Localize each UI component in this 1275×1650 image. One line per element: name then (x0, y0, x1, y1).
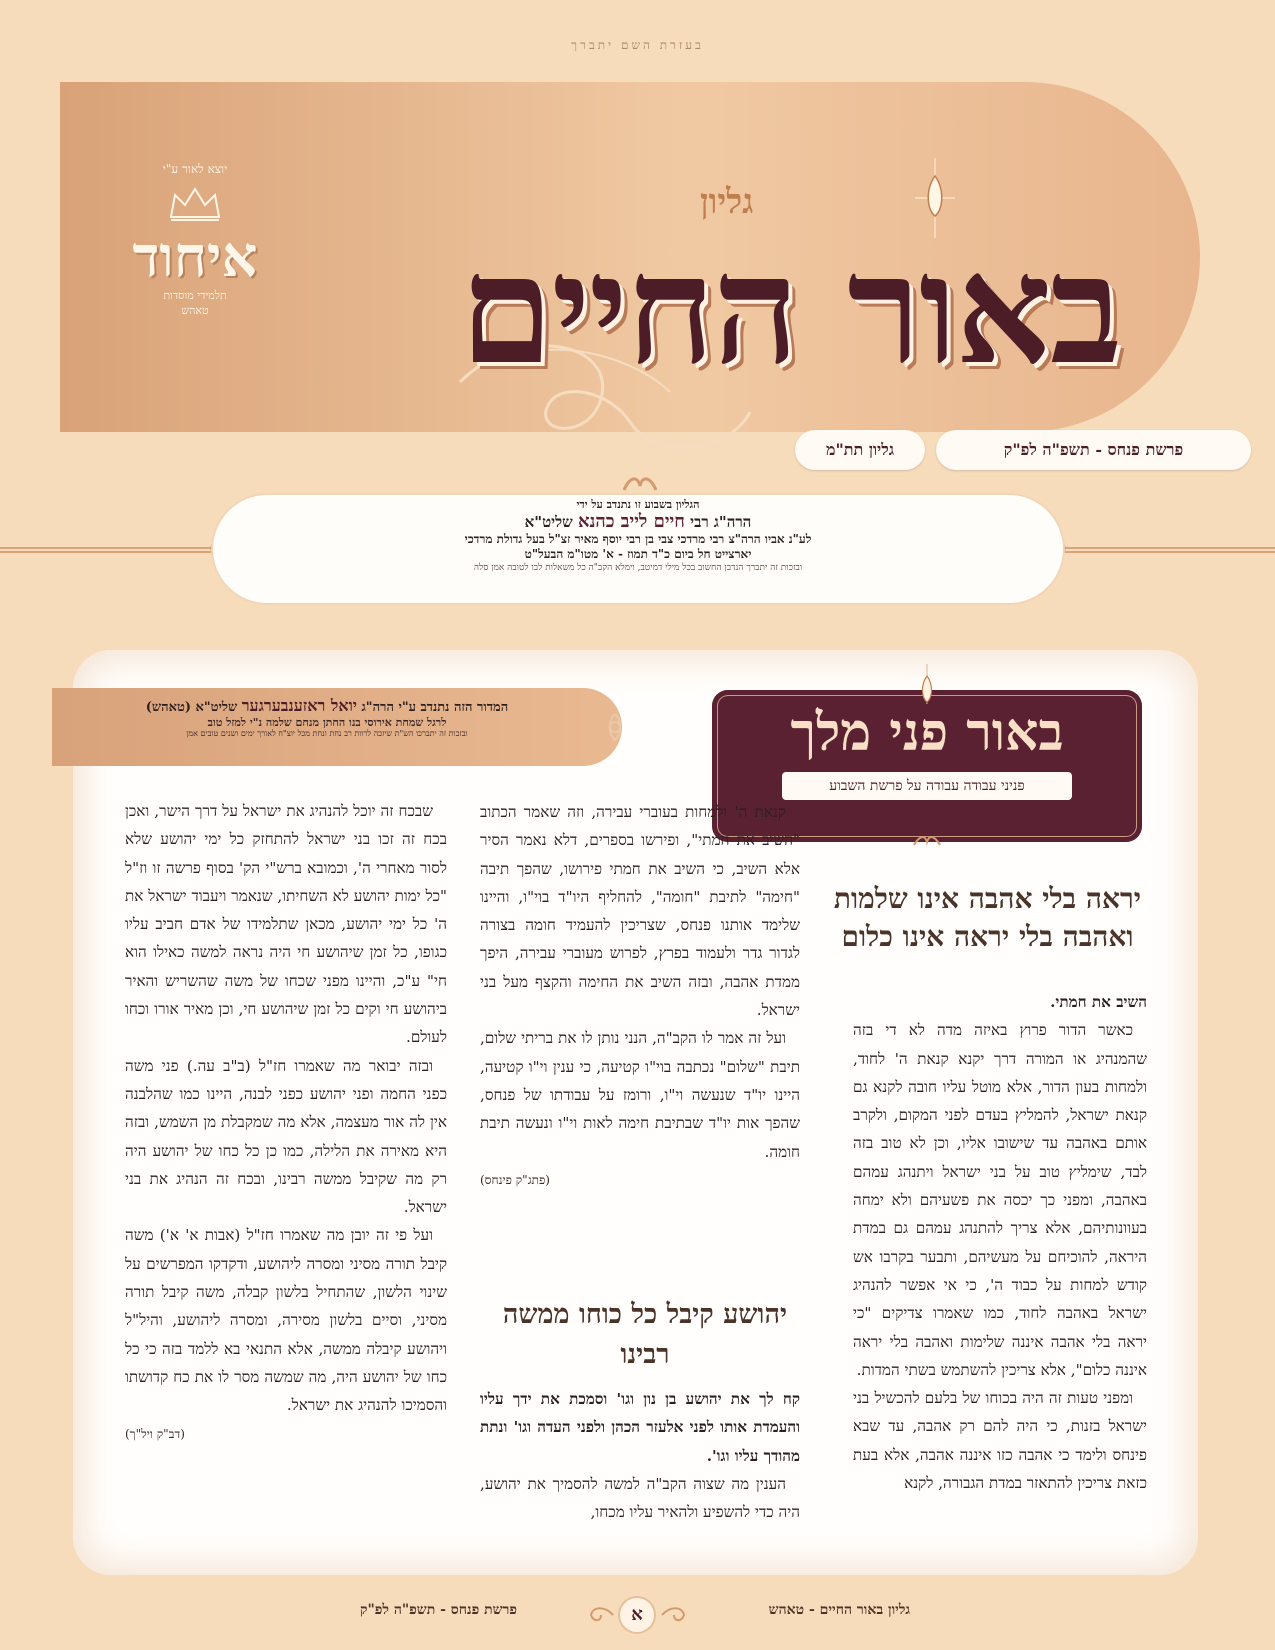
article-column-middle-bottom (480, 1385, 800, 1526)
dedication-line5: ובזכות זה יתברך הנדבן החשוב בכל מילי דמיטב, וימלא הקב"ה כל משאלות לבו לטובה אמן סלה (473, 563, 803, 573)
dedication-line1: הגליון בשבוע זו נתנדב על ידי (576, 498, 700, 511)
paragraph: ועל פי זה יובן מה שאמרו חז"ל (אבות א' א') משה קיבל תורה מסיני ומסרה ליהושע, ודקדקו המפרשים על שינוי הלשון, שהתחיל בלשון קבלה, משה קיבל תורה מסיני, וסיים בלשון מסירה, ומסרה ליהושע, והיל"ל ויהושע קיבלה ממשה, אלא התנאי בא ללמד בזה כי כל כחו של יהושע היה, מה שמשה מסר לו את כח קדושתו והסמיכו להנהיג את ישראל. (125, 1226, 447, 1415)
dedication-prefix: הרה"ג רבי (690, 513, 752, 531)
footer-publication: גליון באור החיים - טאהש (768, 1602, 910, 1618)
source-citation: (פתג"ק פינחס) (480, 1172, 550, 1187)
sponsor-suffix: שליט"א (טאהש) (145, 700, 238, 715)
paragraph: הענין מה שצוה הקב"ה למשה להסמיך את יהושע, היה כדי להשפיע ולהאיר עליו מכחו, (480, 1474, 800, 1522)
paragraph: ועל זה אמר לו הקב"ה, הנני נותן לו את בריתי שלום, תיבת "שלום" נכתבה בוי"ו קטיעה, כי ענין וי"ו קטיעה, היינו יו"ד שנעשה וי"ו, ורומז על עבודתו של פנחס, שהפך אות יו"ד שבתיבת חימה לאות וי"ו ונעשה תיבת חומה. (480, 1029, 800, 1161)
sponsor-tab (52, 688, 622, 766)
section-subtitle: פניני עבודה עבודה על פרשת השבוע (782, 772, 1072, 800)
brand-sub: טאהש (181, 304, 209, 317)
brand-logo (110, 162, 280, 372)
sponsor-prefix: המדור הזה נתנדב ע"י הרה"ג (361, 700, 509, 715)
sponsor-line3: ובזכות זה יתברכו הש"ת שיזכה לרוות רב נחת ונחת מכל יוצ"ח לאורך ימים ושנים טובים אמן (186, 729, 468, 738)
paragraph: ומפני טעות זה היה בכוחו של בלעם להכשיל בני ישראל בזנות, כי היה להם רק אהבה, עד שבא פינחס ולימד כי אהבה כזו איננה אהבה, אלא בעת כזאת צריכין להתאזר במדת הגבורה, לקנא (853, 1389, 1147, 1493)
article-column-right (853, 988, 1147, 1497)
issue-number-pill: גליון תת"מ (795, 430, 925, 470)
paragraph: כאשר הדור פרוץ באיזה מדה לא די בזה שהמנהיג או המורה דרך יקנא קנאת ה' לחוד, ולמחות בעון הדור, אלא מוטל עליו חובה לקנא גם קנאת ישראל, להמליץ בעדם לפני המקום, ולקרב אותם באהבה עד שישובו אליו, וכן לא טוב בזה לבד, שימליץ טוב על בני ישראל ויתנהג עמהם באהבה, ומפני כך יכסה את פשעיהם ולא ימחה בעוונותיהם, אלא צריך להתנהג עמהם גם במדת היראה, להוכיחם על מעשיהם, ותבער בקרבו אש קודש למחות על כבוד ה', כי אי אפשר להנהיג ישראל באהבה לחוד, כמו שאמרו צדיקים "כי יראה בלי אהבה איננה שלימות ואהבה בלי יראה איננה כלום", אלא צריכין להשתמש בשתי המדות. (853, 1021, 1147, 1379)
section-flourish-icon (912, 833, 942, 849)
article-column-left (125, 797, 447, 1448)
crown-icon (165, 183, 225, 223)
footer-parsha: פרשת פנחס - תשפ"ה לפ"ק (360, 1602, 518, 1618)
masthead (60, 82, 1200, 459)
article-title-1: יראה בלי אהבה אינו שלמות ואהבה בלי יראה אינו כלום (833, 882, 1142, 953)
sponsor-line1 (72, 696, 582, 716)
sponsor-flourish-icon (598, 710, 632, 744)
candle-flame-icon (912, 664, 942, 704)
paragraph: ובזה יבואר מה שאמרו חז"ל (ב"ב עה.) פני משה כפני החמה ופני יהושע כפני לבנה, היינו כמו שהלבנה אין לה אור מעצמה, אלא מה שמקבלת מן השמש, ובזה היא מאירה את הלילה, כמו כן כל כחו של יהושע היה רק מה שקיבל ממשה רבינו, ובכח זה הנהיג את בני ישראל. (125, 1056, 447, 1217)
flourish-top-icon (620, 472, 660, 496)
top-blessing: בעזרת השם יתברך (571, 38, 704, 52)
band-line-left (0, 547, 230, 553)
article-title-2: יהושע קיבל כל כוחו ממשה רבינו (502, 1299, 788, 1370)
footer-flourish-right-icon (660, 1606, 690, 1624)
dedication-line3: לע"נ אביו הרה"צ רבי מרדכי צבי בן רבי יוסף מאיר זצ"ל בעל גדולת מרדכי (464, 532, 812, 546)
page-footer (0, 1598, 1275, 1628)
paragraph: שבכח זה יוכל להנהיג את ישראל על דרך הישר, ואכן בכח זה זכו בני ישראל להתחזק כל ימי יהושע שלא לסור מאחרי ה', וכמובא ברש"י הק' בסוף פרשה זו וז"ל "כל ימות יהושע לא השחיתו, שנאמר ויעבוד ישראל את ה' כל ימי יהושע, מכאן שתלמידו של אדם חביב עליו כגופו, כל זמן שיהושע חי היה נראה למשה כאילו הוא חי" ע"כ, והיינו מפני שכחו של משה שהשריש והאיר ביהושע חי וקים כל זמן שיהושע חי, וכן מאיר אורו וכחו לעולם. (125, 802, 447, 1047)
masthead-kicker: גליון (700, 182, 754, 222)
dedication-donor-name: חיים לייב כהנא (577, 511, 685, 532)
section-title: באור פני מלך (790, 702, 1064, 763)
section-subtitle-banner (782, 772, 1072, 800)
page-number: א (620, 1598, 654, 1632)
sponsor-name: יואל ראזענבערגער (241, 696, 357, 715)
brand-name: איחוד (132, 224, 258, 290)
brand-sub-small: תלמידי מוסדות (163, 289, 227, 302)
verse-lead: השיב את חמתי. (1050, 993, 1147, 1011)
verse-lead: קח לך את יהושע בן נון וגו' וסמכת את ידך עליו והעמדת אותו לפני אלעזר הכהן ולפני העדה וגו' ונתת מהודך עליו וגו'. (480, 1390, 800, 1465)
dedication-line4: יארצייט חל ביום כ"ד תמוז - א' מטו"מ הבעל"ט (524, 547, 752, 561)
source-citation: (דב"ק ויל"ך) (125, 1426, 185, 1441)
masthead-title: באור החיים (459, 222, 1121, 398)
footer-flourish-left-icon (585, 1606, 615, 1624)
dedication-box (213, 495, 1063, 603)
dedication-suffix: שליט"א (524, 513, 573, 531)
dedication-line2 (213, 511, 1063, 532)
paragraph: קנאת ה' ולמחות בעוברי עבירה, וזה שאמר הכתוב "השיב את חמתי", ופירשו בספרים, דלא נאמר הסיר אלא השיב, כי השיב את חמתי פירושו, שהפך תיבה "חימה" לתיבת "חומה", להחליף היו"ד בוי"ו, והיינו שלימד אותנו פנחס, שצריכין להעמיד חומה בצורה לגדור גדר ולעמוד בפרץ, לפרוש מעוברי עבירה, היפך ממדת אהבה, ובזה השיב את החימה והקצף מעל בני ישראל. (480, 803, 800, 1020)
band-line-right (1045, 547, 1275, 553)
brand-over-text: יוצא לאור ע"י (162, 162, 228, 176)
article-column-middle-top (480, 798, 800, 1194)
parsha-pill: פרשת פנחס - תשפ"ה לפ"ק (936, 430, 1251, 470)
sponsor-line2: לרגל שמחת אירוסי בנו החתן מנחם שלמה נ"י למזל טוב (207, 716, 447, 729)
